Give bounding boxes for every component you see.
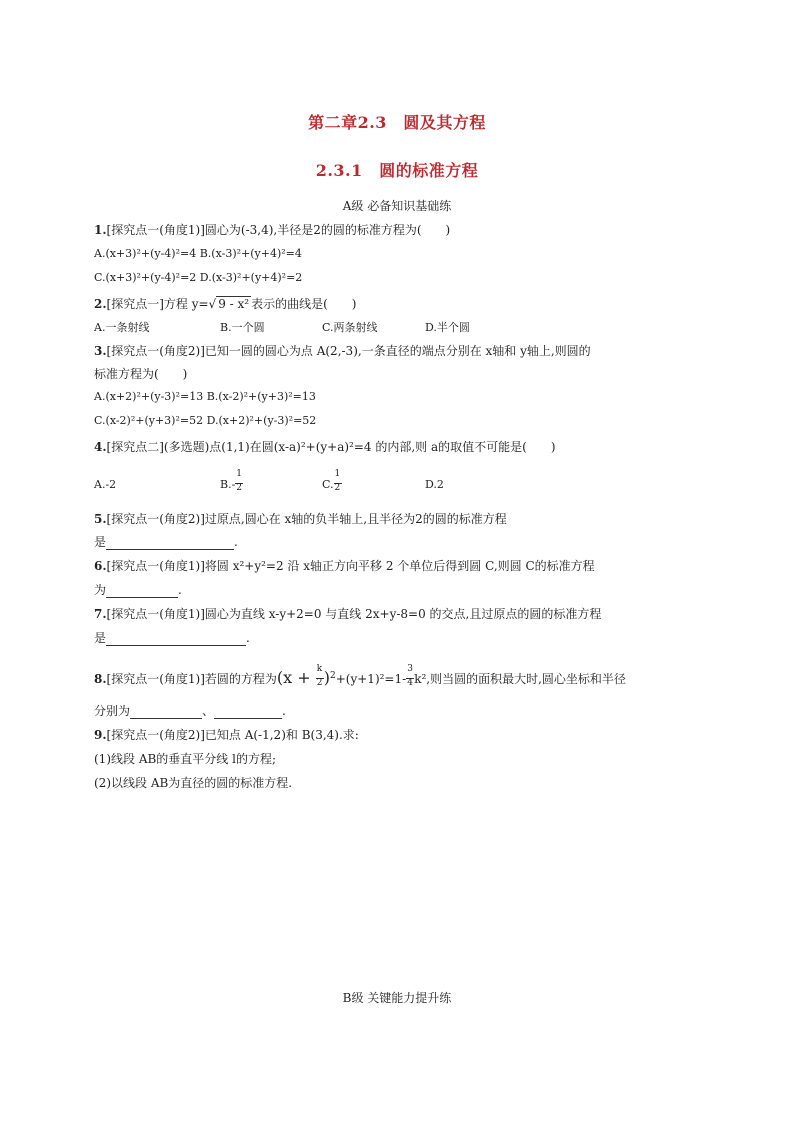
q1-options-row2 (94, 271, 302, 284)
question-5-line2 (94, 533, 238, 550)
question-number: 6. (94, 559, 107, 573)
question-stem-post: 表示的曲线是( ) (251, 297, 357, 311)
question-9-part1: (1)线段 AB的垂直平分线 l的方程; (94, 752, 276, 766)
question-6-line2 (94, 581, 182, 598)
line-end: . (282, 704, 286, 718)
question-stem-line1: [探究点一(角度2)]已知一圆的圆心为点 A(2,-3),一条直径的端点分别在 x轴和 y轴上,则圆的 (106, 344, 591, 358)
question-stem-line1: [探究点一(角度2)]过原点,圆心在 x轴的负半轴上,且半径为2的圆的标准方程 (106, 512, 507, 526)
fraction-3-over-4 (406, 663, 414, 688)
question-number: 5. (94, 512, 107, 526)
fraction-denominator: 2 (316, 677, 323, 688)
sqrt-expression: √ 9 - x² (208, 297, 250, 311)
question-3 (94, 342, 591, 359)
fraction-denominator: 4 (407, 677, 413, 688)
fraction (334, 469, 342, 493)
fraction-numerator: 3 (407, 663, 413, 674)
answer-blank[interactable] (106, 632, 246, 646)
sqrt-radicand: 9 - x² (218, 297, 250, 311)
question-9-part2: (2)以线段 AB为直径的圆的标准方程. (94, 776, 293, 790)
q4-option-a: A.-2 (94, 478, 117, 491)
q4-option-c (322, 469, 342, 493)
chapter-title: 第二章2.3 圆及其方程 (308, 113, 486, 132)
q2-option-b: B.一个圆 (220, 321, 265, 334)
q2-option-a: A.一条射线 (94, 321, 150, 334)
q2-option-c: C.两条射线 (322, 321, 378, 334)
question-stem-line1: [探究点一(角度1)]圆心为直线 x-y+2=0 与直线 2x+y-8=0 的交点,且过原点的圆的标准方程 (106, 607, 602, 621)
line-prefix: 分别为 (94, 704, 131, 718)
option-c: C.(x+3)²+(y-4)²=2 (94, 271, 197, 284)
question-1 (94, 221, 450, 238)
fraction-denominator: 2 (334, 483, 341, 493)
question-2 (94, 295, 356, 312)
question-stem-line1: [探究点一(角度1)]将圆 x²+y²=2 沿 x轴正方向平移 2 个单位后得到圆 C,则圆 C的标准方程 (106, 559, 595, 573)
fraction-k-over-2 (316, 663, 324, 688)
level-a-heading: A级 必备知识基础练 (342, 199, 452, 213)
line-end: . (178, 583, 182, 597)
question-stem-post: k²,则当圆的面积最大时,圆心坐标和半径 (414, 672, 626, 686)
option-b: B.(x-2)²+(y+3)²=13 (206, 390, 316, 403)
question-number: 3. (94, 344, 107, 358)
separator: 、 (202, 704, 215, 718)
q3-options-row1 (94, 390, 316, 403)
answer-blank[interactable] (106, 536, 234, 550)
answer-blank-radius[interactable] (214, 705, 282, 719)
question-8 (94, 663, 626, 688)
option-prefix: B.- (220, 478, 236, 491)
fraction-numerator: k (316, 663, 323, 674)
equation-mid: +(y+1)²=1- (335, 672, 407, 686)
option-a: A.(x+3)²+(y-4)²=4 (94, 247, 197, 260)
question-number: 7. (94, 607, 107, 621)
question-stem: [探究点一(角度1)]圆心为(-3,4),半径是2的圆的标准方程为( ) (106, 223, 451, 237)
fraction-numerator: 1 (334, 469, 341, 479)
option-d: D.(x+2)²+(y-3)²=52 (206, 414, 317, 427)
level-b-heading: B级 关键能力提升练 (342, 991, 452, 1005)
question-3-line2: 标准方程为( ) (94, 367, 188, 381)
q4-option-d: D.2 (425, 478, 444, 491)
exponent: 2 (330, 671, 336, 681)
question-stem-pre: [探究点一(角度1)]若圆的方程为 (106, 672, 277, 686)
fraction (235, 469, 243, 493)
question-number: 9. (94, 728, 107, 742)
question-8-line2 (94, 702, 286, 719)
fraction-numerator: 1 (236, 469, 243, 479)
answer-blank-center[interactable] (130, 705, 202, 719)
q3-options-row2 (94, 414, 316, 427)
option-b: B.(x-3)²+(y+4)²=4 (199, 247, 302, 260)
question-number: 4. (94, 440, 107, 454)
line-end: . (234, 535, 238, 549)
line-prefix: 为 (94, 583, 107, 597)
question-7-line2 (94, 629, 250, 646)
question-stem-pre: [探究点一]方程 y= (106, 297, 209, 311)
question-number: 2. (94, 297, 107, 311)
line-end: . (246, 631, 250, 645)
question-9 (94, 726, 359, 743)
question-stem: [探究点二](多选题)点(1,1)在圆(x-a)²+(y+a)²=4 的内部,则 a的取值不可能是( ) (106, 440, 556, 454)
q2-option-d: D.半个圆 (425, 321, 470, 334)
question-number: 1. (94, 223, 107, 237)
fraction-denominator: 2 (236, 483, 243, 493)
option-d: D.(x-3)²+(y+4)²=2 (199, 271, 303, 284)
question-6 (94, 557, 595, 574)
question-5 (94, 510, 507, 527)
question-number: 8. (94, 672, 107, 686)
question-stem: [探究点一(角度2)]已知点 A(-1,2)和 B(3,4).求: (106, 728, 359, 742)
section-title: 2.3.1 圆的标准方程 (315, 161, 479, 180)
option-a: A.(x+2)²+(y-3)²=13 (94, 390, 204, 403)
line-prefix: 是 (94, 631, 107, 645)
option-c: C.(x-2)²+(y+3)²=52 (94, 414, 204, 427)
answer-blank[interactable] (106, 584, 178, 598)
question-4 (94, 438, 556, 455)
q1-options-row1 (94, 247, 302, 260)
option-prefix: C. (322, 478, 334, 491)
q4-option-b (220, 469, 243, 493)
paren-open: (x + (276, 668, 316, 687)
line-prefix: 是 (94, 535, 107, 549)
question-7 (94, 605, 601, 622)
paren-close: ) (323, 668, 330, 687)
